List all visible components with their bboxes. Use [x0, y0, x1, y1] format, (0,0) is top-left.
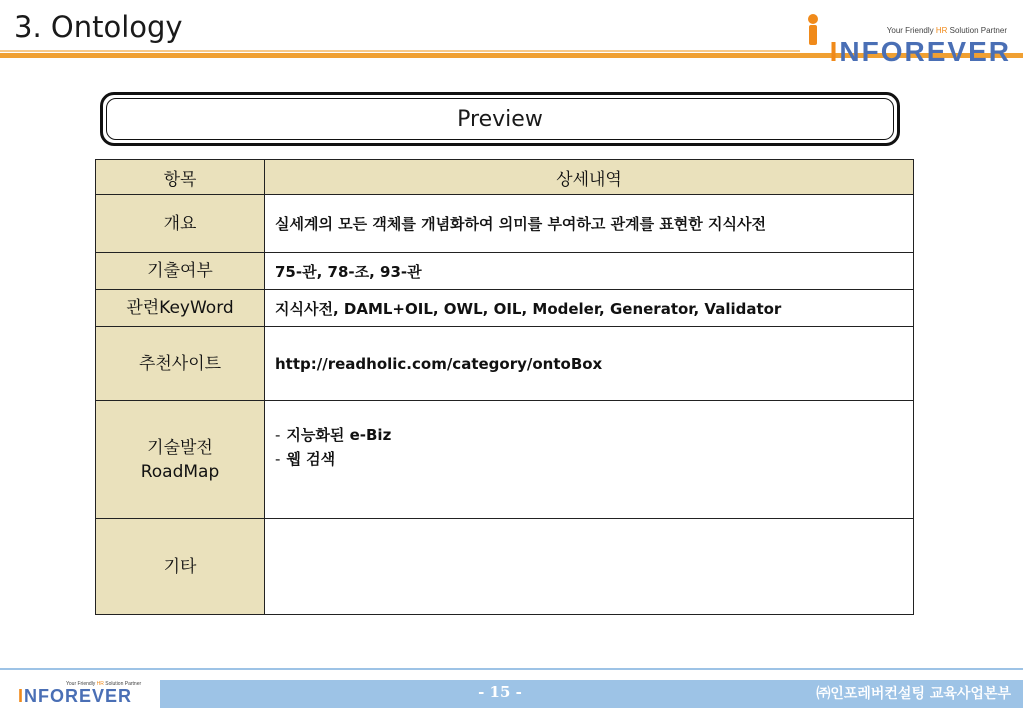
table-row — [96, 290, 914, 327]
list-item: - 웹 검색 — [275, 450, 336, 468]
page-number: - 15 - — [478, 683, 522, 701]
row-key-roadmap — [96, 401, 265, 519]
preview-title: Preview — [106, 98, 894, 140]
header-rule-light — [0, 50, 800, 52]
list-item: - 지능화된 e-Biz — [275, 426, 392, 444]
row-value-exam: 75-관, 78-조, 93-관 — [265, 253, 914, 290]
row-key-exam: 기출여부 — [96, 253, 265, 290]
row-value-etc — [265, 519, 914, 615]
preview-box — [100, 92, 900, 146]
row-key-etc: 기타 — [96, 519, 265, 615]
ontology-table — [95, 159, 914, 615]
footer-logo-tagline: Your Friendly HR Solution Partner — [66, 681, 142, 687]
row-key-keyword: 관련KeyWord — [96, 290, 265, 327]
logo-tagline: Your Friendly HR Solution Partner — [886, 26, 1007, 35]
roadmap-key-line2: RoadMap — [140, 461, 220, 482]
row-value-site: http://readholic.com/category/ontoBox — [265, 327, 914, 401]
table-row — [96, 253, 914, 290]
slide-footer — [0, 668, 1023, 708]
header-item: 항목 — [96, 160, 265, 195]
inforever-logo — [801, 14, 1011, 67]
logo-wordmark: INFOREVER — [829, 36, 1011, 67]
row-value-keyword: 지식사전, DAML+OIL, OWL, OIL, Modeler, Generator, Validator — [265, 290, 914, 327]
header-detail: 상세내역 — [265, 160, 914, 195]
footer-rule — [0, 668, 1023, 670]
row-key-overview: 개요 — [96, 195, 265, 253]
slide-title: 3. Ontology — [14, 10, 183, 44]
slide-header — [0, 0, 1023, 67]
logo-person-icon — [806, 14, 820, 44]
footer-org: ㈜인포레버컨설팅 교육사업본부 — [816, 686, 1011, 702]
footer-logo-wordmark: INFOREVER — [18, 686, 133, 706]
row-value-overview: 실세계의 모든 객체를 개념화하여 의미를 부여하고 관계를 표현한 지식사전 — [265, 195, 914, 253]
row-key-site: 추천사이트 — [96, 327, 265, 401]
roadmap-key-line1: 기술발전 — [147, 437, 213, 458]
table-header-row — [96, 160, 914, 195]
table-row — [96, 327, 914, 401]
row-value-roadmap — [265, 401, 914, 519]
footer-logo — [14, 678, 154, 706]
table-row — [96, 519, 914, 615]
table-row — [96, 401, 914, 519]
table-row — [96, 195, 914, 253]
